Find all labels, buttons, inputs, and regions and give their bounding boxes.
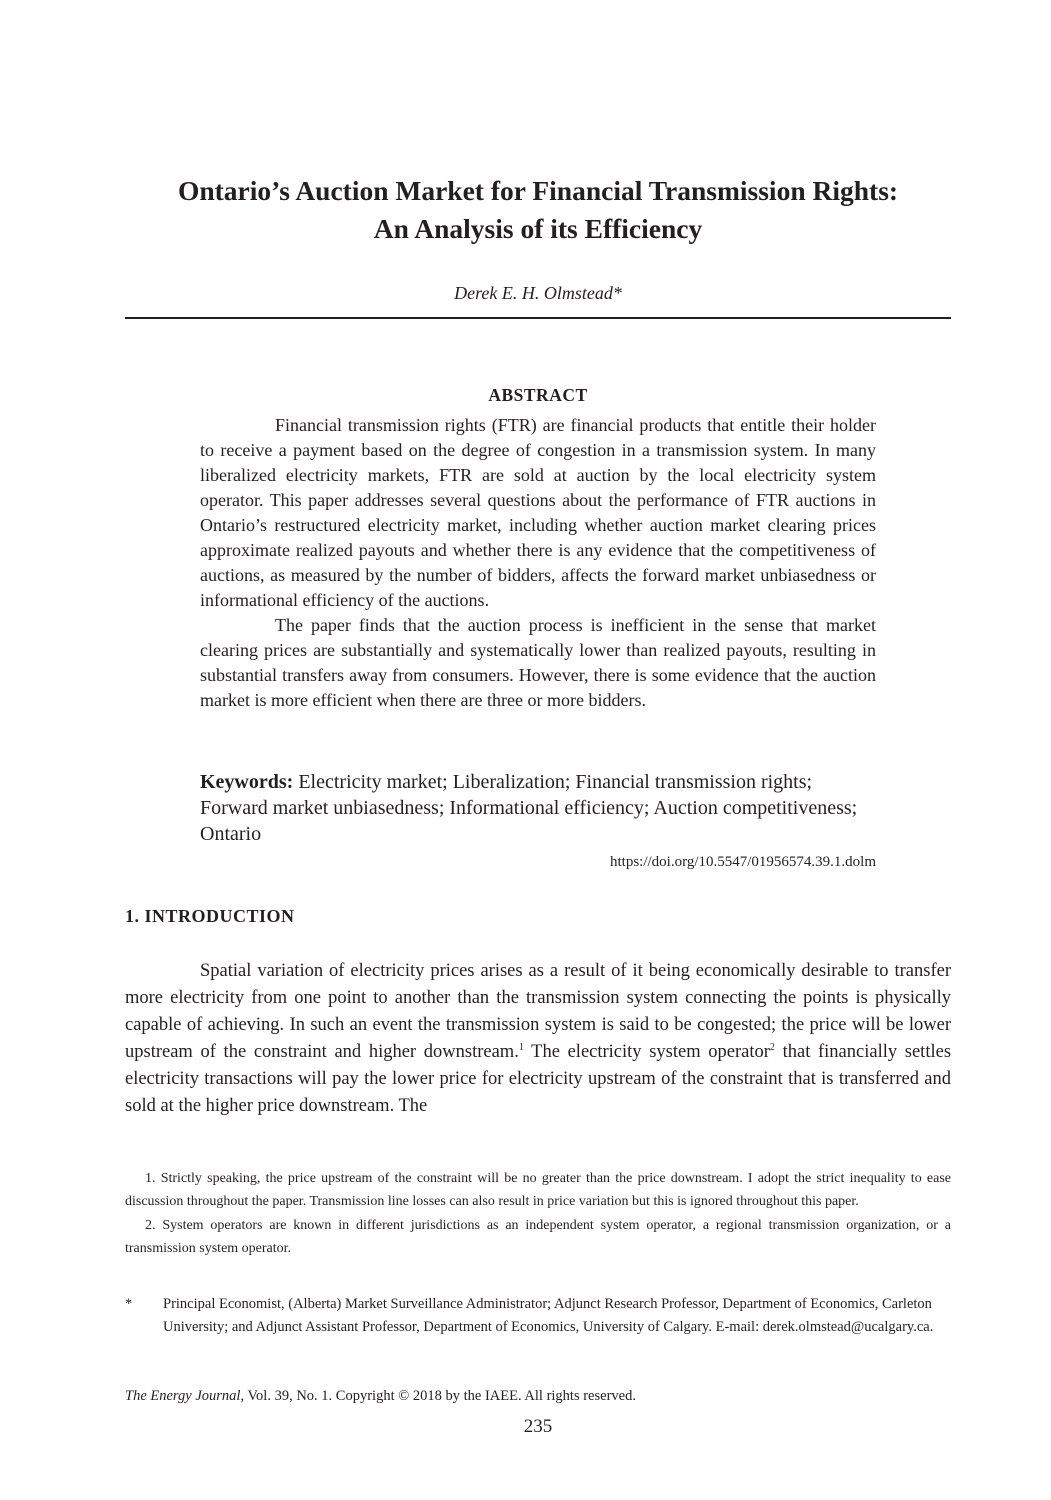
footnotes	[125, 1167, 951, 1261]
keywords-text: Electricity market; Liberalization; Financial transmission rights; Forward market unbiasedness; Informational efficiency; Auction competitiveness; Ontario	[200, 771, 858, 845]
intro-text-part-2: The electricity system operator	[523, 1042, 770, 1062]
affiliation-text: Principal Economist, (Alberta) Market Surveillance Administrator; Adjunct Research Professor, Department of Economics, Carleton University; and Adjunct Assistant Professor, Department of Economics, University of Calgary. E-mail: derek.olmstead@ucalgary.ca.	[163, 1296, 934, 1335]
keywords-label: Keywords:	[200, 771, 294, 793]
abstract-heading: ABSTRACT	[488, 385, 588, 405]
section-heading-introduction: 1. INTRODUCTION	[125, 906, 295, 926]
page-number: 235	[523, 1416, 553, 1437]
keywords	[200, 769, 876, 847]
affiliation-marker: *	[125, 1296, 133, 1312]
title-divider	[125, 317, 951, 319]
abstract-body	[200, 413, 876, 713]
author-name: Derek E. H. Olmstead*	[454, 283, 622, 303]
footnote-1: 1. Strictly speaking, the price upstream of the constraint will be no greater than the price downstream. I adopt the strict inequality to ease discussion throughout the paper. Transmission line losses can also result in price variation but this is ignored throughout this paper.	[125, 1171, 951, 1209]
copyright-line	[125, 1385, 951, 1407]
abstract-paragraph-1: Financial transmission rights (FTR) are financial products that entitle their holder to receive a payment based on the degree of congestion in a transmission system. In many liberalized electricity markets, FTR are sold at auction by the local electricity system operator. This paper addresses several questions about the performance of FTR auctions in Ontario’s restructured electricity market, including whether auction market clearing prices approximate realized payouts and whether there is any evidence that the competitiveness of auctions, as measured by the number of bidders, affects the forward market unbiasedness or informational efficiency of the auctions.	[200, 415, 876, 610]
introduction-paragraph	[125, 958, 951, 1120]
intro-text-part-3: that financially settles electricity transactions will pay the lower price for electricity upstream of the constraint that is transferred and sold at the higher price downstream. The	[125, 1042, 952, 1116]
footnote-ref-2[interactable]: 2	[769, 1041, 775, 1053]
footnote-2: 2. System operators are known in different jurisdictions as an independent system operator, a regional transmission organization, or a transmission system operator.	[125, 1218, 951, 1256]
doi-link[interactable]: https://doi.org/10.5547/01956574.39.1.dolm	[610, 854, 876, 870]
intro-text-part-1: Spatial variation of electricity prices arises as a result of it being economically desirable to transfer more electricity from one point to another than the transmission system connecting the points is physically capable of achieving. In such an event the transmission system is said to be congested; the price will be lower upstream of the constraint and higher downstream.	[125, 961, 951, 1062]
copyright-text: , Vol. 39, No. 1. Copyright © 2018 by the IAEE. All rights reserved.	[240, 1388, 636, 1404]
journal-name: The Energy Journal	[125, 1388, 241, 1404]
title-line-2: An Analysis of its Efficiency	[373, 213, 703, 244]
title-line-1: Ontario’s Auction Market for Financial Transmission Rights:	[177, 175, 899, 206]
abstract-paragraph-2: The paper finds that the auction process is inefficient in the sense that market clearing prices are substantially and systematically lower than realized payouts, resulting in substantial transfers away from consumers. However, there is some evidence that the auction market is more efficient when there are three or more bidders.	[200, 615, 876, 710]
footnote-ref-1[interactable]: 1	[518, 1041, 524, 1053]
paper-title	[125, 172, 951, 248]
